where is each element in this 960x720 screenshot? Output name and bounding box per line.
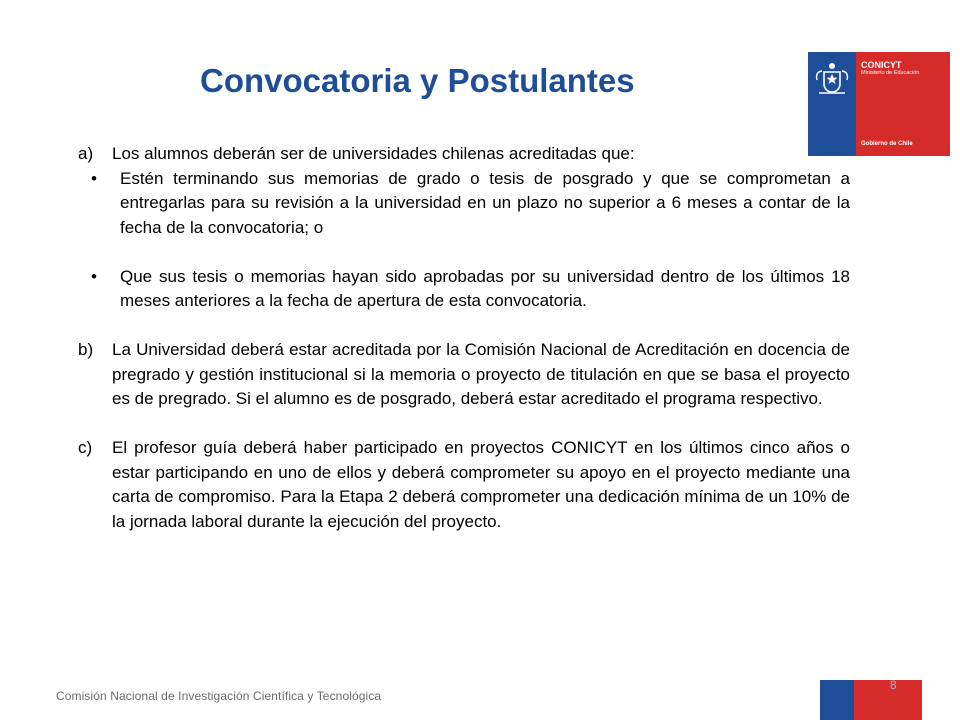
logo-government: Gobierno de Chile bbox=[861, 141, 913, 147]
list-item-a bbox=[78, 142, 850, 167]
list-marker: c) bbox=[78, 438, 93, 457]
list-item-text: La Universidad deberá estar acreditada por la Comisión Nacional de Acreditación en docencia de pregrado y gestión institucional si la memoria o proyecto de titulación en que se basa el proyecto es de pregrado. Si el alumno es de posgrado, deberá estar acreditado el programa respectivo. bbox=[112, 340, 850, 408]
slide-body bbox=[78, 142, 850, 534]
list-item-c bbox=[78, 436, 850, 534]
page-number: 8 bbox=[890, 678, 897, 692]
footer-flag bbox=[820, 680, 922, 720]
bullet-item bbox=[78, 167, 850, 241]
spacer bbox=[78, 412, 850, 437]
bullet-item bbox=[78, 265, 850, 314]
footer-flag-red bbox=[854, 680, 922, 720]
list-item-text: Los alumnos deberán ser de universidades chilenas acreditadas que: bbox=[112, 144, 635, 163]
conicyt-logo bbox=[808, 52, 950, 156]
bullet-text: Que sus tesis o memorias hayan sido aprobadas por su universidad dentro de los últimos 18 meses anteriores a la fecha de apertura de esta convocatoria. bbox=[120, 266, 850, 310]
chile-coat-of-arms-icon bbox=[813, 60, 851, 100]
footer-organization: Comisión Nacional de Investigación Científica y Tecnológica bbox=[56, 689, 382, 703]
bullet-marker: • bbox=[91, 266, 97, 286]
spacer bbox=[78, 314, 850, 339]
bullet-text: Estén terminando sus memorias de grado o tesis de posgrado y que se comprometan a entregarlas para su revisión a la universidad en un plazo no superior a 6 meses a contar de la fecha de la convocatoria; o bbox=[120, 168, 850, 237]
list-item-b bbox=[78, 338, 850, 412]
bullet-marker: • bbox=[91, 168, 97, 188]
logo-brand: CONICYT bbox=[861, 60, 902, 70]
list-marker: a) bbox=[78, 144, 94, 163]
list-item-text: El profesor guía deberá haber participado en proyectos CONICYT en los últimos cinco años o estar participando en uno de ellos y deberá comprometer su apoyo en el proyecto mediante una carta de compromiso. Para la Etapa 2 deberá comprometer una dedicación mínima de un 10% de la jornada laboral durante la ejecución del proyecto. bbox=[112, 438, 850, 531]
spacer bbox=[78, 240, 850, 265]
footer-flag-blue bbox=[820, 680, 854, 720]
slide-title: Convocatoria y Postulantes bbox=[200, 62, 635, 99]
list-marker: b) bbox=[78, 340, 94, 359]
logo-ministry: Ministerio de Educación bbox=[861, 70, 920, 76]
